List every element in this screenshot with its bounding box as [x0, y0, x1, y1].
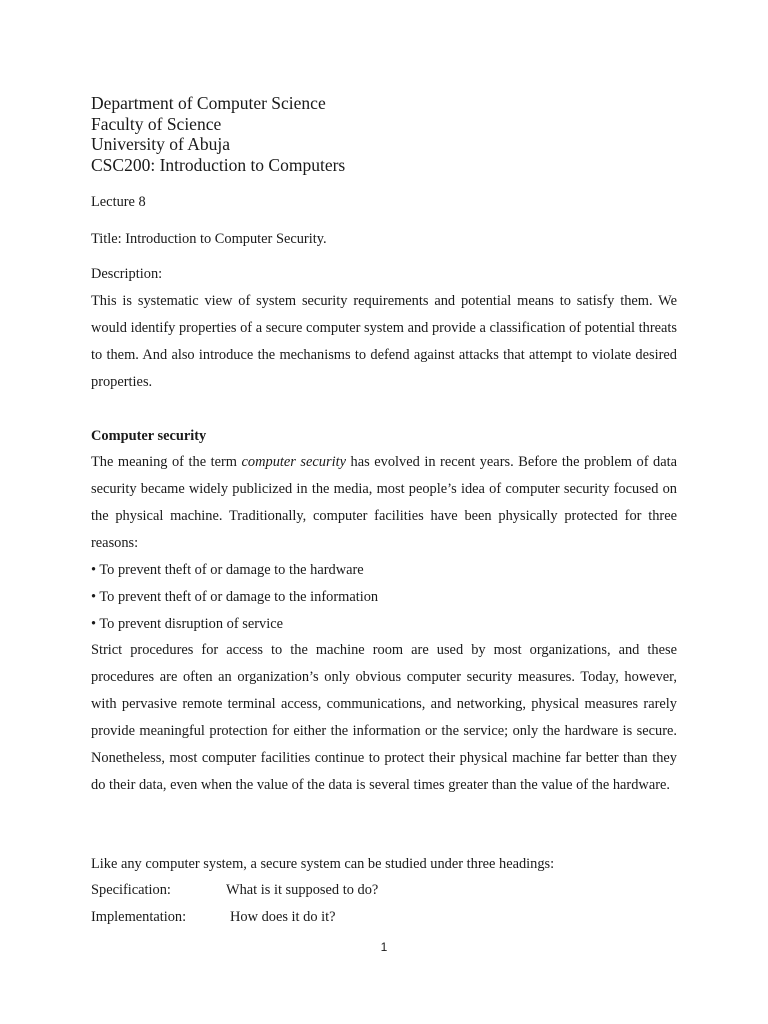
- definition-row: [91, 904, 677, 931]
- definition-desc: How does it do it?: [230, 909, 336, 925]
- header-university: University of Abuja: [91, 134, 231, 155]
- lecture-title: Title: Introduction to Computer Security.: [91, 231, 327, 247]
- section-heading: Computer security: [91, 428, 207, 444]
- document-header: [91, 93, 345, 176]
- definition-term: Specification:: [91, 882, 171, 898]
- lecture-number: Lecture 8: [91, 194, 146, 210]
- bullet-item: • To prevent theft of or damage to the information: [91, 589, 379, 605]
- page-number: 1: [380, 940, 388, 954]
- description-label: Description:: [91, 266, 163, 282]
- intro-paragraph: [91, 449, 677, 557]
- procedures-paragraph: Strict procedures for access to the machine room are used by most organizations, and these procedures are often an organization’s only obvious computer security measures. Today, however, with pervasive remote terminal access, communications, and networking, physical measures rarely provide meaningful protection for either the information or the service; only the hardware is secure. Nonetheless, most computer facilities continue to protect their physical machine far better than they do their data, even when the value of the data is several times greater than the value of the hardware.: [91, 642, 677, 793]
- definition-desc: What is it supposed to do?: [226, 882, 379, 898]
- definition-term: Implementation:: [91, 909, 187, 925]
- intro-text-before: The meaning of the term: [91, 454, 242, 470]
- intro-text-after: has evolved in recent years. Before the problem of data security became widely publicized in the media, most people’s idea of computer security focused on the physical machine. Traditionally, computer facilities have been physically protected for three reasons:: [91, 454, 677, 551]
- header-faculty: Faculty of Science: [91, 113, 222, 134]
- header-course: CSC200: Introduction to Computers: [91, 155, 346, 176]
- bullet-item: • To prevent disruption of service: [91, 616, 283, 632]
- intro-term: computer security: [241, 454, 346, 470]
- definition-row: [91, 877, 677, 904]
- description-paragraph: This is systematic view of system security requirements and potential means to satisfy them. We would identify properties of a secure computer system and provide a classification of potential threats to them. And also introduce the mechanisms to defend against attacks that attempt to violate desired properties.: [91, 293, 677, 390]
- headings-intro: Like any computer system, a secure system can be studied under three headings:: [91, 856, 555, 872]
- header-department: Department of Computer Science: [91, 93, 326, 113]
- bullet-item: • To prevent theft of or damage to the hardware: [91, 562, 364, 578]
- bullet-list: [91, 557, 677, 638]
- definition-list: [91, 877, 677, 931]
